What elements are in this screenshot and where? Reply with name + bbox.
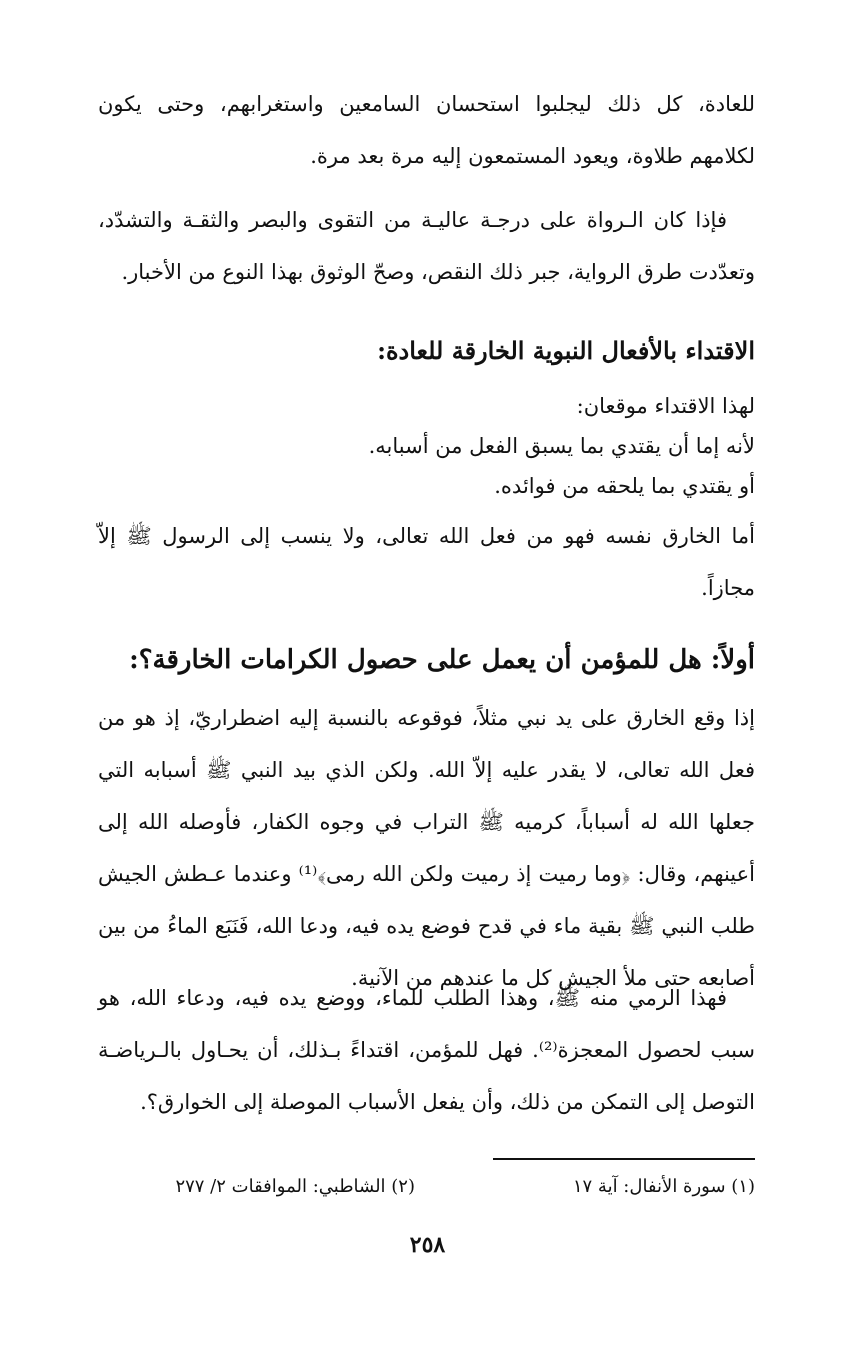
- section-heading-imitation: الاقتداء بالأفعال النبوية الخارقة للعادة:: [377, 336, 755, 365]
- section-heading-first-question: أولاً: هل للمؤمن أن يعمل على حصول الكرامات الخارقة؟:: [129, 645, 755, 675]
- miracle-paragraph: [98, 510, 755, 614]
- footnote-1: (١) سورة الأنفال: آية ١٧: [572, 1176, 755, 1197]
- imitation-lines: [98, 386, 755, 506]
- paragraph: فهذا الرمي منه ﷺ، وهذا الطلب للماء، ووضع يده فيه، ودعاء الله، هو سبب لحصول المعجزة⁽²⁾. فهل للمؤمن، اقتداءً بـذلك، أن يحـاول بالـرياضـة التوصل إلى التمكن من ذلك، وأن يفعل الأسباب الموصلة إلى الخوارق؟.: [98, 986, 755, 1114]
- paragraph: فإذا كان الـرواة على درجـة عاليـة من التقوى والبصر والثقـة والتشدّد، وتعدّدت طرق الرواية، جبر ذلك النقص، وصحّ الوثوق بهذا النوع من الأخبار.: [98, 208, 755, 284]
- list-line: لهذا الاقتداء موقعان:: [576, 394, 755, 418]
- footnote-divider: [493, 1158, 755, 1160]
- paragraph: أما الخارق نفسه فهو من فعل الله تعالى، ولا ينسب إلى الرسول ﷺ إلاّ مجازاً.: [98, 524, 755, 600]
- question-paragraph-1: [98, 692, 755, 1004]
- continuation-paragraph: [98, 78, 755, 182]
- list-line: لأنه إما أن يقتدي بما يسبق الفعل من أسبابه.: [368, 434, 755, 458]
- paragraph: إذا وقع الخارق على يد نبي مثلاً، فوقوعه بالنسبة إليه اضطراريّ، إذ هو من فعل الله تعالى، لا يقدر عليه إلاّ الله. ولكن الذي بيد النبي ﷺ أسبابه التي جعلها الله له أسباباً، كرميه ﷺ التراب في وجوه الكفار، فأوصله الله إلى أعينهم، وقال: ﴿وما رميت إذ رميت ولكن الله رمى﴾⁽¹⁾ وعندما عـطش الجيش طلب النبي ﷺ بقية ماء في قدح فوضع يده فيه، ودعا الله، فَنَبَع الماءُ من بين أصابعه حتى ملأ الجيش كل ما عندهم من الآنية.: [98, 706, 755, 990]
- list-line: أو يقتدي بما يلحقه من فوائده.: [494, 474, 755, 498]
- narrators-paragraph: [98, 194, 755, 298]
- paragraph: للعادة، كل ذلك ليجلبوا استحسان السامعين واستغرابهم، وحتى يكون لكلامهم طلاوة، ويعود المستمعون إليه مرة بعد مرة.: [98, 92, 755, 168]
- footnote-2: (٢) الشاطبي: الموافقات ٢/ ٢٧٧: [175, 1176, 415, 1197]
- footnotes: [98, 1176, 755, 1206]
- page-number: ٢٥٨: [409, 1232, 446, 1258]
- question-paragraph-2: [98, 972, 755, 1128]
